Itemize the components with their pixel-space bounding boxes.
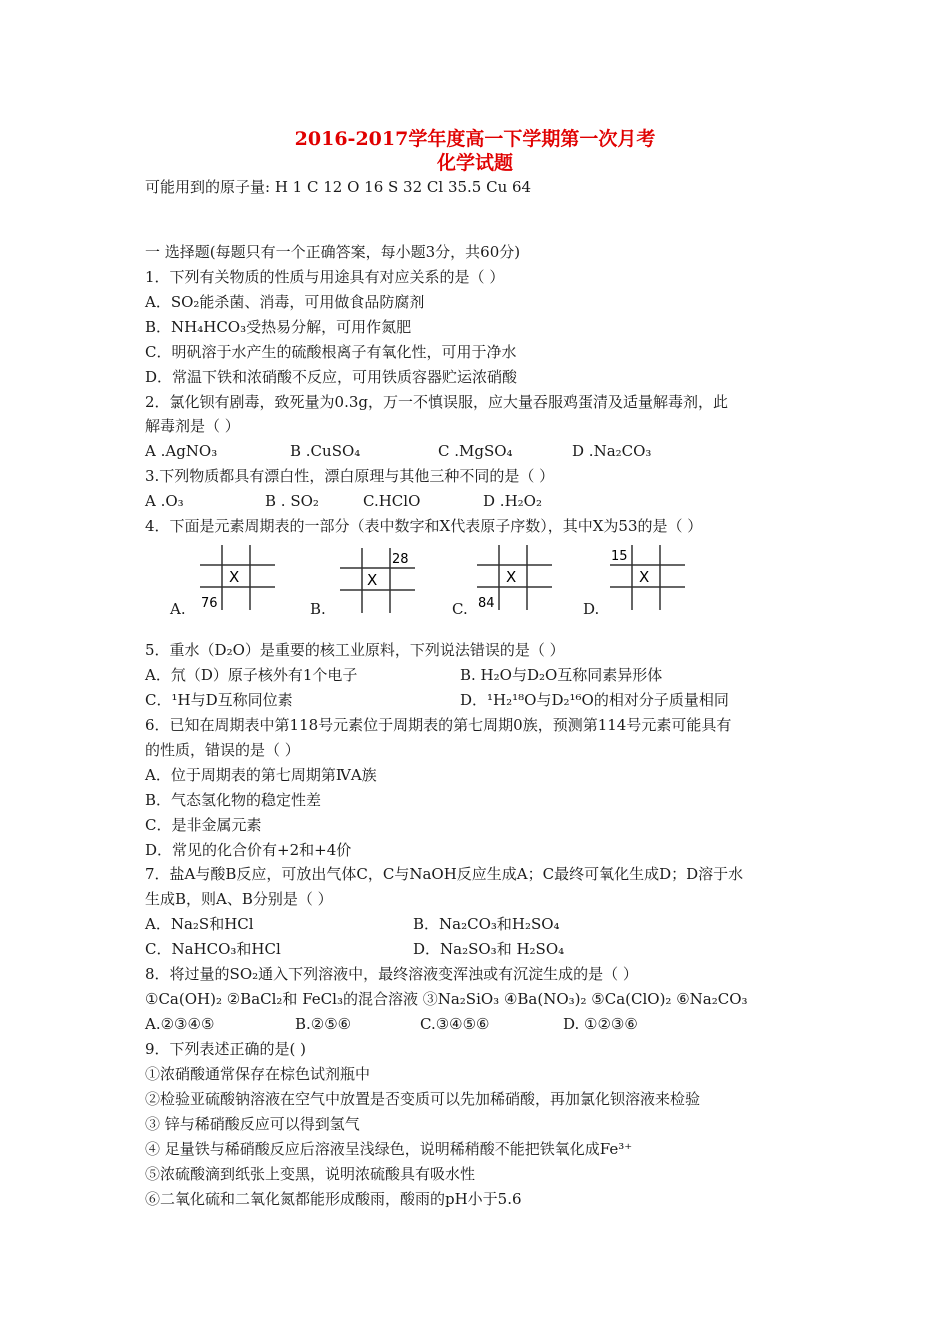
q8-stem: 8．将过量的SO₂通入下列溶液中，最终溶液变浑浊或有沉淀生成的是（ ） (145, 965, 638, 983)
q4-grid-a (200, 545, 275, 610)
q3-option-d: D .H₂O₂ (483, 492, 542, 510)
q6-option-c: C．是非金属元素 (145, 816, 262, 834)
section-heading: 一 选择题(每题只有一个正确答案，每小题3分，共60分) (145, 243, 521, 261)
q9-statement-3: ③ 锌与稀硝酸反应可以得到氢气 (145, 1115, 360, 1133)
q7-option-a: A．Na₂S和HCl (145, 915, 254, 933)
q5-option-b: B. H₂O与D₂O互称同素异形体 (460, 666, 663, 684)
q8-option-c: C.③④⑤⑥ (420, 1015, 490, 1033)
q9-stem: 9．下列表述正确的是( ) (145, 1040, 307, 1058)
q7-stem-2: 生成B，则A、B分别是（ ） (145, 890, 333, 908)
q9-statement-5: ⑤浓硫酸滴到纸张上变黑，说明浓硫酸具有吸水性 (145, 1165, 476, 1183)
q6-option-b: B．气态氢化物的稳定性差 (145, 791, 322, 809)
q4-grid-a-num: 76 (201, 596, 218, 610)
exam-title: 2016-2017学年度高一下学期第一次月考 (294, 128, 656, 150)
q5-option-a: A．氘（D）原子核外有1个电子 (145, 666, 358, 684)
q7-option-c: C．NaHCO₃和HCl (145, 940, 281, 958)
q1-option-a: A．SO₂能杀菌、消毒，可用做食品防腐剂 (145, 293, 425, 311)
q8-option-a: A.②③④⑤ (145, 1015, 215, 1033)
q4-grid-d-num: 15 (611, 549, 628, 564)
exam-subtitle: 化学试题 (436, 152, 513, 174)
q5-stem: 5．重水（D₂O）是重要的核工业原料，下列说法错误的是（ ） (145, 641, 565, 659)
q7-stem-1: 7．盐A与酸B反应，可放出气体C，C与NaOH反应生成A；C最终可氧化生成D；D溶于水 (145, 865, 744, 883)
q6-option-a: A．位于周期表的第七周期第ⅣA族 (145, 766, 377, 784)
q5-option-c: C．¹H与D互称同位素 (145, 691, 293, 709)
q4-grid-b (340, 548, 415, 613)
q4-option-d-label: D. (583, 600, 600, 618)
q1-option-c: C．明矾溶于水产生的硫酸根离子有氧化性，可用于净水 (145, 343, 517, 361)
q4-grid-a-x: X (229, 568, 240, 586)
q8-items: ①Ca(OH)₂ ②BaCl₂和 FeCl₃的混合溶液 ③Na₂SiO₃ ④Ba(NO₃)₂ ⑤Ca(ClO)₂ ⑥Na₂CO₃ (145, 990, 748, 1008)
q3-option-c: C.HClO (363, 492, 421, 510)
q4-grid-b-x: X (367, 571, 378, 589)
q9-statement-1: ①浓硝酸通常保存在棕色试剂瓶中 (145, 1065, 371, 1083)
q4-option-a-label: A. (170, 600, 186, 618)
q4-grid-c (477, 545, 552, 610)
q4-grid-b-num: 28 (392, 552, 409, 567)
q6-stem-2: 的性质，错误的是（ ） (145, 741, 300, 759)
q1-stem: 1．下列有关物质的性质与用途具有对应关系的是（ ） (145, 268, 505, 286)
q1-option-b: B．NH₄HCO₃受热易分解，可用作氮肥 (145, 318, 412, 336)
q4-grid-c-x: X (506, 568, 517, 586)
q1-option-d: D．常温下铁和浓硝酸不反应，可用铁质容器贮运浓硝酸 (145, 368, 518, 386)
q9-statement-2: ②检验亚硫酸钠溶液在空气中放置是否变质可以先加稀硝酸，再加氯化钡溶液来检验 (145, 1090, 701, 1108)
q2-option-b: B .CuSO₄ (290, 442, 361, 460)
q7-option-b: B．Na₂CO₃和H₂SO₄ (413, 915, 560, 933)
q8-option-b: B.②⑤⑥ (295, 1015, 352, 1033)
q4-grid-d (610, 545, 685, 610)
q3-option-b: B . SO₂ (265, 492, 319, 510)
q4-grid-d-x: X (639, 568, 650, 586)
q4-grid-c-num: 84 (478, 596, 495, 610)
q2-stem-1: 2．氯化钡有剧毒，致死量为0.3g，万一不慎误服，应大量吞服鸡蛋清及适量解毒剂，此 (145, 393, 729, 411)
q2-option-a: A .AgNO₃ (145, 442, 218, 460)
q6-stem-1: 6．已知在周期表中第118号元素位于周期表的第七周期0族，预测第114号元素可能具有 (145, 716, 732, 734)
q7-option-d: D．Na₂SO₃和 H₂SO₄ (413, 940, 565, 958)
q9-statement-6: ⑥二氧化硫和二氧化氮都能形成酸雨，酸雨的pH小于5.6 (145, 1190, 522, 1208)
q9-statement-4: ④ 足量铁与稀硝酸反应后溶液呈浅绿色，说明稀稍酸不能把铁氧化成Fe³⁺ (145, 1140, 633, 1158)
q4-option-b-label: B. (310, 600, 326, 618)
q3-option-a: A .O₃ (145, 492, 184, 510)
q3-stem: 3.下列物质都具有漂白性，漂白原理与其他三种不同的是（ ） (145, 467, 555, 485)
q2-stem-2: 解毒剂是（ ） (145, 417, 240, 435)
q2-option-d: D .Na₂CO₃ (572, 442, 652, 460)
q8-option-d: D. ①②③⑥ (563, 1015, 638, 1033)
q4-stem: 4．下面是元素周期表的一部分（表中数字和X代表原子序数），其中X为53的是（ ） (145, 517, 703, 535)
q5-option-d: D．¹H₂¹⁸O与D₂¹⁶O的相对分子质量相同 (460, 691, 729, 709)
atomic-masses: 可能用到的原子量: H 1 C 12 O 16 S 32 Cl 35.5 Cu 64 (145, 178, 532, 196)
q2-option-c: C .MgSO₄ (438, 442, 513, 460)
q6-option-d: D．常见的化合价有+2和+4价 (145, 841, 352, 859)
q4-option-c-label: C. (452, 600, 468, 618)
